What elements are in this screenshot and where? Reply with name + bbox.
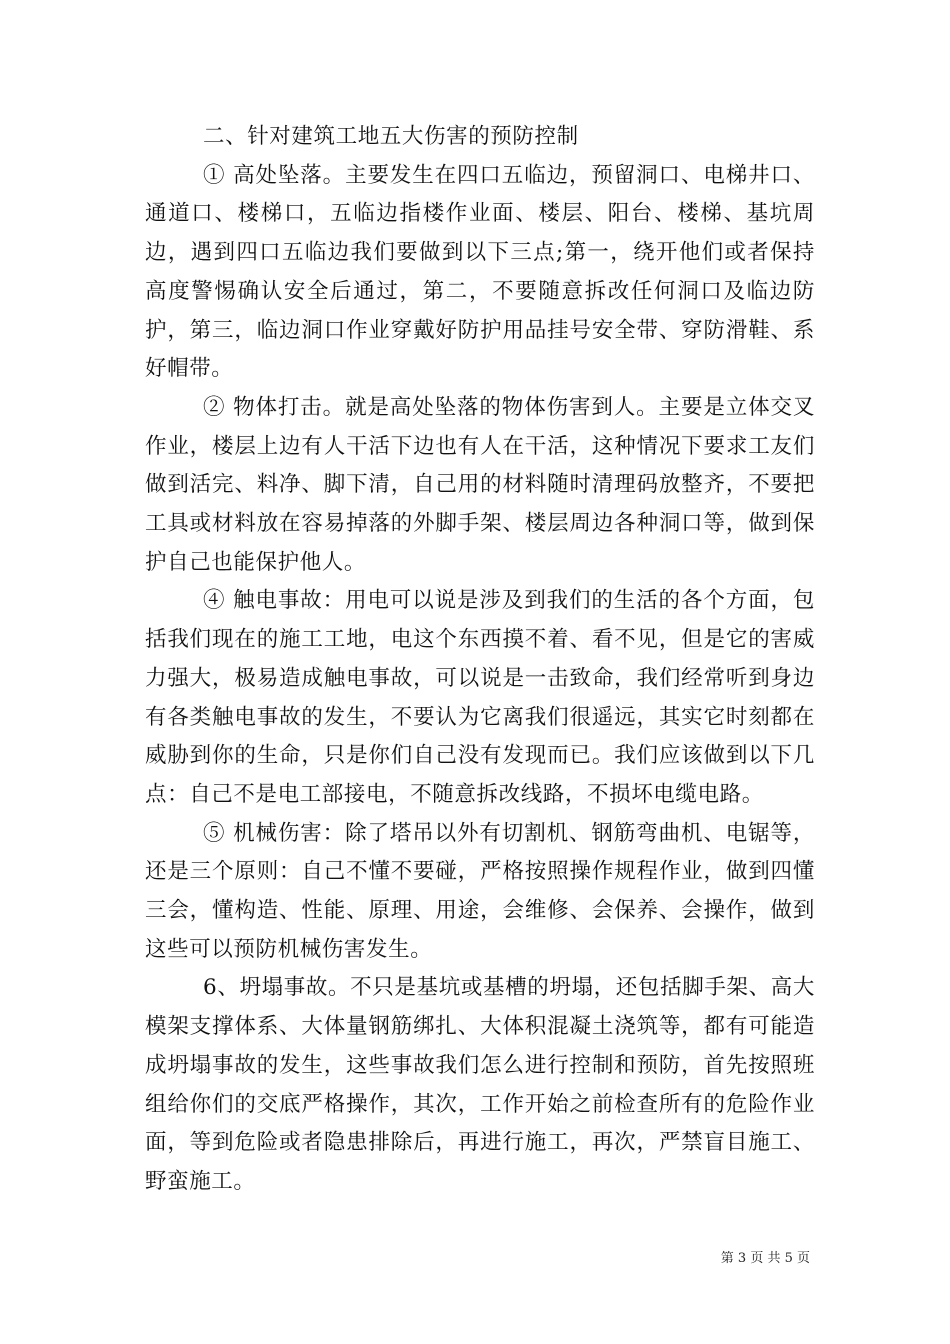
document-body [145, 118, 815, 1202]
paragraph-electric-shock: ④ 触电事故：用电可以说是涉及到我们的生活的各个方面，包括我们现在的施工工地，电这个东西摸不着、看不见，但是它的害威力强大，极易造成触电事故，可以说是一击致命，我们经常听到身边有各类触电事故的发生，不要认为它离我们很遥远，其实它时刻都在威胁到你的生命，只是你们自己没有发现而已。我们应该做到以下几点：自己不是电工部接电，不随意拆改线路，不损坏电缆电路。 [145, 588, 815, 807]
paragraph-mechanical-injury: ⑤ 机械伤害：除了塔吊以外有切割机、钢筋弯曲机、电锯等，还是三个原则：自己不懂不要碰，严格按照操作规程作业，做到四懂三会，懂构造、性能、原理、用途，会维修、会保养、会操作，做到这些可以预防机械伤害发生。 [145, 820, 815, 962]
paragraph-object-strike: ② 物体打击。就是高处坠落的物体伤害到人。主要是立体交叉作业，楼层上边有人干活下边也有人在干活，这种情况下要求工友们做到活完、料净、脚下清，自己用的材料随时清理码放整齐，不要把工具或材料放在容易掉落的外脚手架、楼层周边各种洞口等，做到保护自己也能保护他人。 [145, 394, 815, 575]
section-heading: 二、针对建筑工地五大伤害的预防控制 [203, 124, 579, 149]
page-number: 第 3 页 共 5 页 [720, 1251, 810, 1266]
paragraph-collapse: 6、坍塌事故。不只是基坑或基槽的坍塌，还包括脚手架、高大模架支撑体系、大体量钢筋绑扎、大体积混凝土浇筑等，都有可能造成坍塌事故的发生，这些事故我们怎么进行控制和预防，首先按照班组给你们的交底严格操作，其次，工作开始之前检查所有的危险作业面，等到危险或者隐患排除后，再进行施工，再次，严禁盲目施工、野蛮施工。 [145, 975, 815, 1194]
paragraph-fall-from-height: ① 高处坠落。主要发生在四口五临边，预留洞口、电梯井口、通道口、楼梯口，五临边指楼作业面、楼层、阳台、楼梯、基坑周边，遇到四口五临边我们要做到以下三点;第一，绕开他们或者保持高度警惕确认安全后通过，第二，不要随意拆改任何洞口及临边防护，第三，临边洞口作业穿戴好防护用品挂号安全带、穿防滑鞋、系好帽带。 [145, 162, 815, 382]
